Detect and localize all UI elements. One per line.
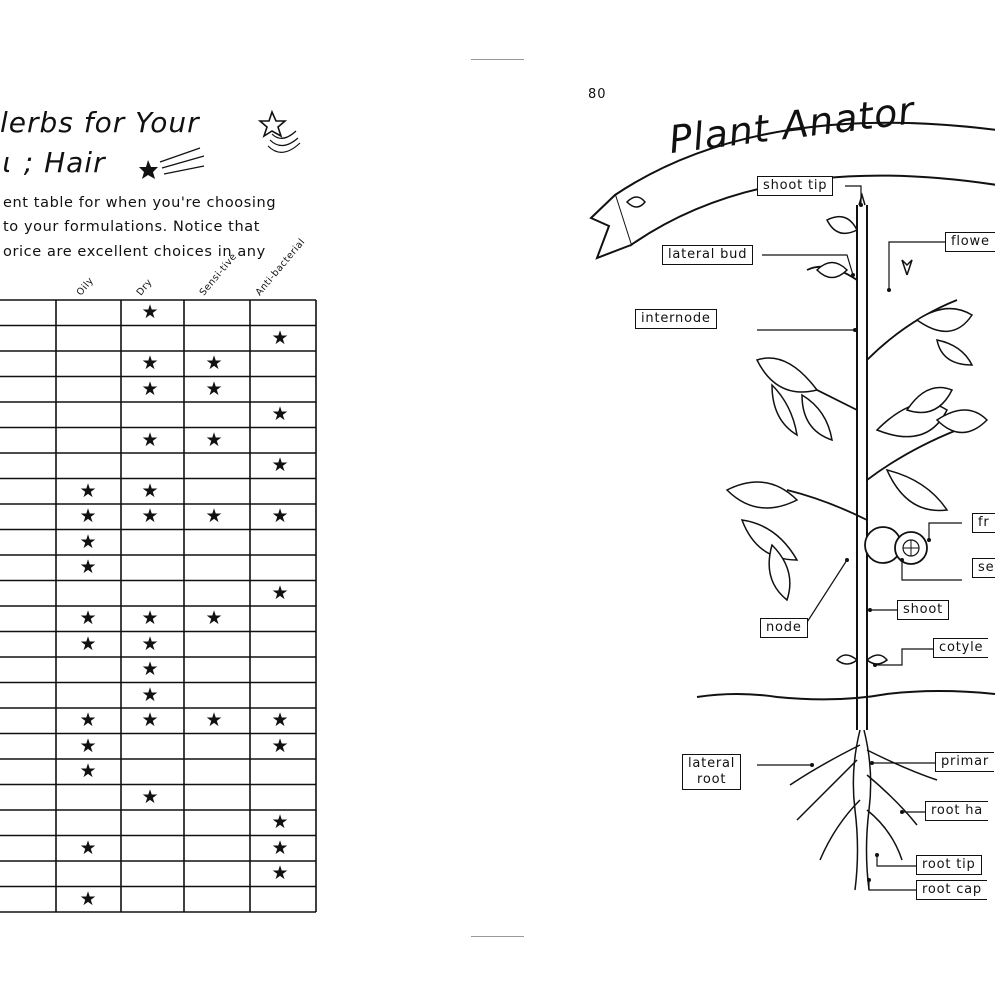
page-number: 80 — [588, 87, 607, 102]
label-node: node — [760, 618, 808, 638]
star-mark-antibacterial: ★ — [271, 709, 289, 731]
star-mark-dry: ★ — [141, 301, 159, 323]
star-mark-antibacterial: ★ — [271, 581, 289, 604]
label-root-tip: root tip — [916, 855, 982, 875]
star-mark-dry: ★ — [141, 683, 159, 706]
star-mark-dry: ★ — [141, 632, 159, 655]
label-lateral-root-line-2: root — [696, 772, 727, 787]
intro-line-2: to your formulations. Notice that — [3, 219, 261, 235]
star-mark-dry: ★ — [141, 479, 159, 502]
star-mark-antibacterial: ★ — [271, 811, 289, 833]
star-mark-sensitive: ★ — [205, 352, 223, 374]
star-mark-antibacterial: ★ — [271, 734, 289, 757]
label-flower: flowe — [945, 232, 995, 252]
star-mark-antibacterial: ★ — [271, 862, 289, 884]
star-mark-dry: ★ — [141, 505, 159, 527]
star-mark-antibacterial: ★ — [271, 836, 289, 859]
column-header-oily: Oily — [74, 275, 97, 298]
left-page — [0, 0, 438, 995]
star-mark-antibacterial: ★ — [271, 326, 289, 349]
star-mark-oily: ★ — [79, 607, 97, 629]
star-mark-oily: ★ — [79, 556, 97, 578]
property-table-grid — [0, 0, 438, 995]
plant-illustration — [557, 0, 995, 995]
star-mark-dry: ★ — [141, 658, 159, 680]
label-lateral-root — [682, 754, 741, 790]
star-mark-sensitive: ★ — [205, 377, 223, 400]
star-mark-antibacterial: ★ — [271, 403, 289, 425]
intro-line-1: ent table for when you're choosing — [3, 195, 277, 211]
star-mark-sensitive: ★ — [205, 505, 223, 527]
column-header-sensitive: Sensi-tive — [197, 251, 240, 298]
star-mark-dry: ★ — [141, 785, 159, 808]
gutter-tick-bottom — [471, 936, 524, 937]
star-mark-oily: ★ — [79, 760, 97, 782]
star-mark-oily: ★ — [79, 836, 97, 859]
star-mark-sensitive: ★ — [205, 709, 223, 731]
star-mark-dry: ★ — [141, 352, 159, 374]
star-mark-oily: ★ — [79, 632, 97, 655]
star-mark-antibacterial: ★ — [271, 454, 289, 476]
label-internode: internode — [635, 309, 717, 329]
star-mark-oily: ★ — [79, 734, 97, 757]
star-mark-dry: ★ — [141, 709, 159, 731]
star-mark-oily: ★ — [79, 505, 97, 527]
label-primary-root: primar — [935, 752, 994, 772]
star-mark-oily: ★ — [79, 887, 97, 910]
intro-line-3: orice are excellent choices in any — [3, 244, 266, 260]
column-header-dry: Dry — [134, 276, 155, 298]
label-shoot-tip: shoot tip — [757, 176, 833, 196]
star-mark-oily: ★ — [79, 709, 97, 731]
left-page-title-line-2: ɩ ; Hair — [2, 146, 106, 179]
label-lateral-root-line-1: lateral — [688, 756, 736, 771]
right-page — [557, 0, 995, 995]
left-page-title-line-1: lerbs for Your — [0, 106, 200, 139]
star-mark-oily: ★ — [79, 530, 97, 553]
label-cotyledon: cotyle — [933, 638, 988, 658]
label-shoot: shoot — [897, 600, 949, 620]
star-mark-oily: ★ — [79, 479, 97, 502]
star-mark-dry: ★ — [141, 607, 159, 629]
star-mark-sensitive: ★ — [205, 428, 223, 451]
label-seed: se — [972, 558, 995, 578]
banner-title: Plant Anator — [666, 88, 918, 162]
star-mark-antibacterial: ★ — [271, 505, 289, 527]
label-lateral-bud: lateral bud — [662, 245, 753, 265]
label-fruit: fr — [972, 513, 995, 533]
star-mark-sensitive: ★ — [205, 607, 223, 629]
label-root-hair: root ha — [925, 801, 988, 821]
gutter-tick-top — [471, 59, 524, 60]
star-mark-dry: ★ — [141, 377, 159, 400]
label-root-cap: root cap — [916, 880, 987, 900]
star-mark-dry: ★ — [141, 428, 159, 451]
column-header-antibacterial: Anti-bacterial — [253, 236, 308, 298]
